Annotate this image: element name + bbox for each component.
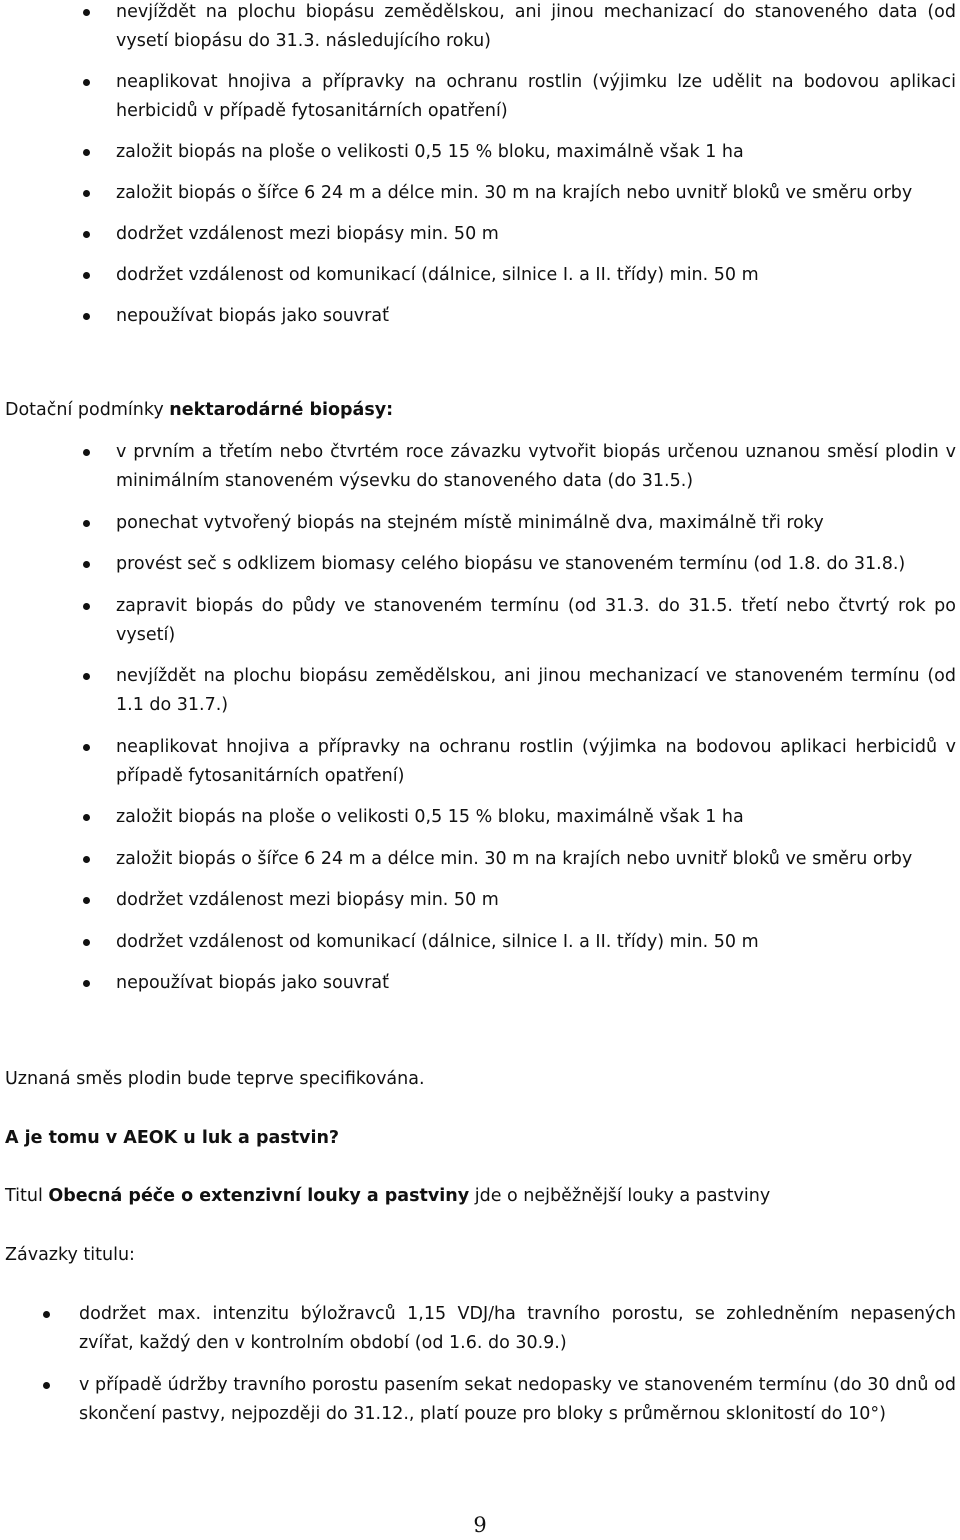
titul-paragraph	[5, 1182, 955, 1211]
list-item: v případě údržby travního porostu pasením sekat nedopasky ve stanoveném termínu (do 30 dnů od skončení pastvy, nejpozději do 31.12., platí pouze pro bloky s průměrnou sklonitostí do 10°)	[79, 1371, 956, 1429]
list-item: dodržet vzdálenost mezi biopásy min. 50 m	[116, 886, 956, 915]
list-item: neaplikovat hnojiva a přípravky na ochranu rostlin (výjimka na bodovou aplikaci herbicidů v případě fytosanitárních opatření)	[116, 733, 956, 791]
section-heading-nektarodarne	[5, 396, 955, 425]
list-item: dodržet max. intenzitu býložravců 1,15 VDJ/ha travního porostu, se zohledněním nepasených zvířat, každý den v kontrolním období (od 1.6. do 30.9.)	[79, 1300, 956, 1358]
titul-suffix: jde o nejběžnější louky a pastviny	[469, 1186, 771, 1206]
heading-bold: nektarodárné biopásy:	[169, 400, 394, 420]
list-item: založit biopás o šířce 6 24 m a délce min. 30 m na krajích nebo uvnitř bloků ve směru orby	[116, 845, 956, 874]
nektarodarne-conditions-list	[116, 438, 956, 1011]
list-item: ponechat vytvořený biopás na stejném místě minimálně dva, maximálně tři roky	[116, 509, 956, 538]
list-item: založit biopás na ploše o velikosti 0,5 15 % bloku, maximálně však 1 ha	[116, 138, 956, 167]
zavazky-heading: Závazky titulu:	[5, 1245, 135, 1265]
list-item: založit biopás na ploše o velikosti 0,5 15 % bloku, maximálně však 1 ha	[116, 803, 956, 832]
list-item: dodržet vzdálenost mezi biopásy min. 50 m	[116, 220, 956, 249]
list-item: dodržet vzdálenost od komunikací (dálnice, silnice I. a II. třídy) min. 50 m	[116, 928, 956, 957]
list-item: provést seč s odklizem biomasy celého biopásu ve stanoveném termínu (od 1.8. do 31.8.)	[116, 550, 956, 579]
zavazky-list	[79, 1300, 956, 1442]
list-item: nevjíždět na plochu biopásu zemědělskou, ani jinou mechanizací do stanoveného data (od vysetí biopásu do 31.3. následujícího roku)	[116, 0, 956, 56]
list-item: založit biopás o šířce 6 24 m a délce min. 30 m na krajích nebo uvnitř bloků ve směru orby	[116, 179, 956, 208]
list-item: dodržet vzdálenost od komunikací (dálnice, silnice I. a II. třídy) min. 50 m	[116, 261, 956, 290]
list-item: nepoužívat biopás jako souvrať	[116, 302, 956, 331]
titul-prefix: Titul	[5, 1186, 49, 1206]
list-item: nepoužívat biopás jako souvrať	[116, 969, 956, 998]
biopas-conditions-list	[116, 0, 956, 343]
heading-prefix: Dotační podmínky	[5, 400, 170, 420]
list-item: v prvním a třetím nebo čtvrtém roce závazku vytvořit biopás určenou uznanou směsí plodin v minimálním stanoveném výsevku do stanoveného data (do 31.5.)	[116, 438, 956, 496]
list-item: nevjíždět na plochu biopásu zemědělskou, ani jinou mechanizací ve stanoveném termínu (od 1.1 do 31.7.)	[116, 662, 956, 720]
titul-bold: Obecná péče o extenzivní louky a pastviny	[48, 1186, 470, 1206]
question-heading: A je tomu v AEOK u luk a pastvin?	[5, 1128, 340, 1148]
list-item: neaplikovat hnojiva a přípravky na ochranu rostlin (výjimku lze udělit na bodovou aplikaci herbicidů v případě fytosanitárních opatření)	[116, 68, 956, 126]
list-item: zapravit biopás do půdy ve stanoveném termínu (od 31.3. do 31.5. třetí nebo čtvrtý rok po vysetí)	[116, 592, 956, 650]
page-number: 9	[473, 1513, 487, 1537]
uznana-smes-note: Uznaná směs plodin bude teprve specifikována.	[5, 1069, 425, 1089]
